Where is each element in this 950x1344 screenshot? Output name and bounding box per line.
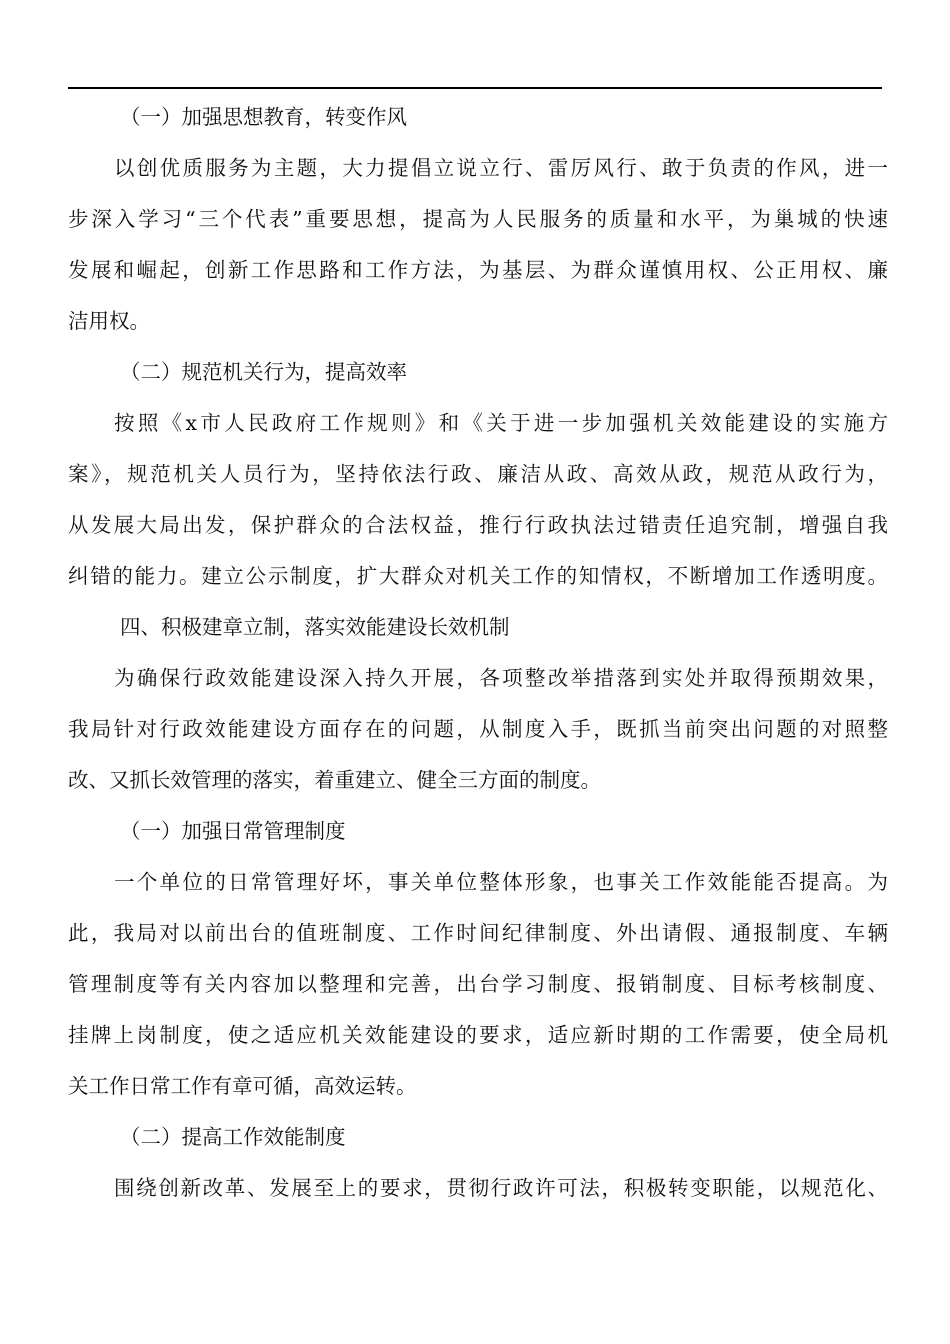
paragraph-line: 管理制度等有关内容加以整理和完善，出台学习制度、报销制度、目标考核制度、 <box>68 972 888 996</box>
paragraph-line: 纠错的能力。建立公示制度，扩大群众对机关工作的知情权，不断增加工作透明度。 <box>68 564 888 588</box>
section-heading: （二）规范机关行为，提高效率 <box>120 360 407 384</box>
section-heading: （一）加强日常管理制度 <box>120 819 346 843</box>
paragraph <box>68 143 888 347</box>
paragraph-line: 挂牌上岗制度，使之适应机关效能建设的要求，适应新时期的工作需要，使全局机 <box>68 1023 888 1047</box>
paragraph-line: 我局针对行政效能建设方面存在的问题，从制度入手，既抓当前突出问题的对照整 <box>68 717 888 741</box>
paragraph-line: 关工作日常工作有章可循，高效运转。 <box>68 1074 417 1098</box>
paragraph-line: 改、又抓长效管理的落实，着重建立、健全三方面的制度。 <box>68 768 601 792</box>
paragraph-line: 步深入学习“三个代表”重要思想，提高为人民服务的质量和水平，为巢城的快速 <box>68 207 888 231</box>
paragraph-line: 按照《x市人民政府工作规则》和《关于进一步加强机关效能建设的实施方 <box>114 411 888 435</box>
section-heading: （一）加强思想教育，转变作风 <box>120 105 407 129</box>
paragraph-line: 发展和崛起，创新工作思路和工作方法，为基层、为群众谨慎用权、公正用权、廉 <box>68 258 888 282</box>
paragraph-line: 为确保行政效能建设深入持久开展，各项整改举措落到实处并取得预期效果， <box>114 666 888 690</box>
paragraph <box>68 653 888 806</box>
paragraph <box>68 857 888 1112</box>
header-rule <box>68 87 882 89</box>
paragraph-line: 从发展大局出发，保护群众的合法权益，推行行政执法过错责任追究制，增强自我 <box>68 513 888 537</box>
paragraph-line: 围绕创新改革、发展至上的要求，贯彻行政许可法，积极转变职能，以规范化、 <box>114 1176 888 1200</box>
paragraph <box>68 1163 888 1214</box>
section-heading: 四、积极建章立制，落实效能建设长效机制 <box>120 615 510 639</box>
paragraph-line: 以创优质服务为主题，大力提倡立说立行、雷厉风行、敢于负责的作风，进一 <box>114 156 888 180</box>
section-heading: （二）提高工作效能制度 <box>120 1125 346 1149</box>
paragraph-line: 此，我局对以前出台的值班制度、工作时间纪律制度、外出请假、通报制度、车辆 <box>68 921 888 945</box>
paragraph-line: 洁用权。 <box>68 309 150 333</box>
paragraph-line: 一个单位的日常管理好坏，事关单位整体形象，也事关工作效能能否提高。为 <box>114 870 888 894</box>
paragraph <box>68 398 888 602</box>
document-body <box>68 92 888 1214</box>
paragraph-line: 案》，规范机关人员行为，坚持依法行政、廉洁从政、高效从政，规范从政行为， <box>68 462 888 486</box>
